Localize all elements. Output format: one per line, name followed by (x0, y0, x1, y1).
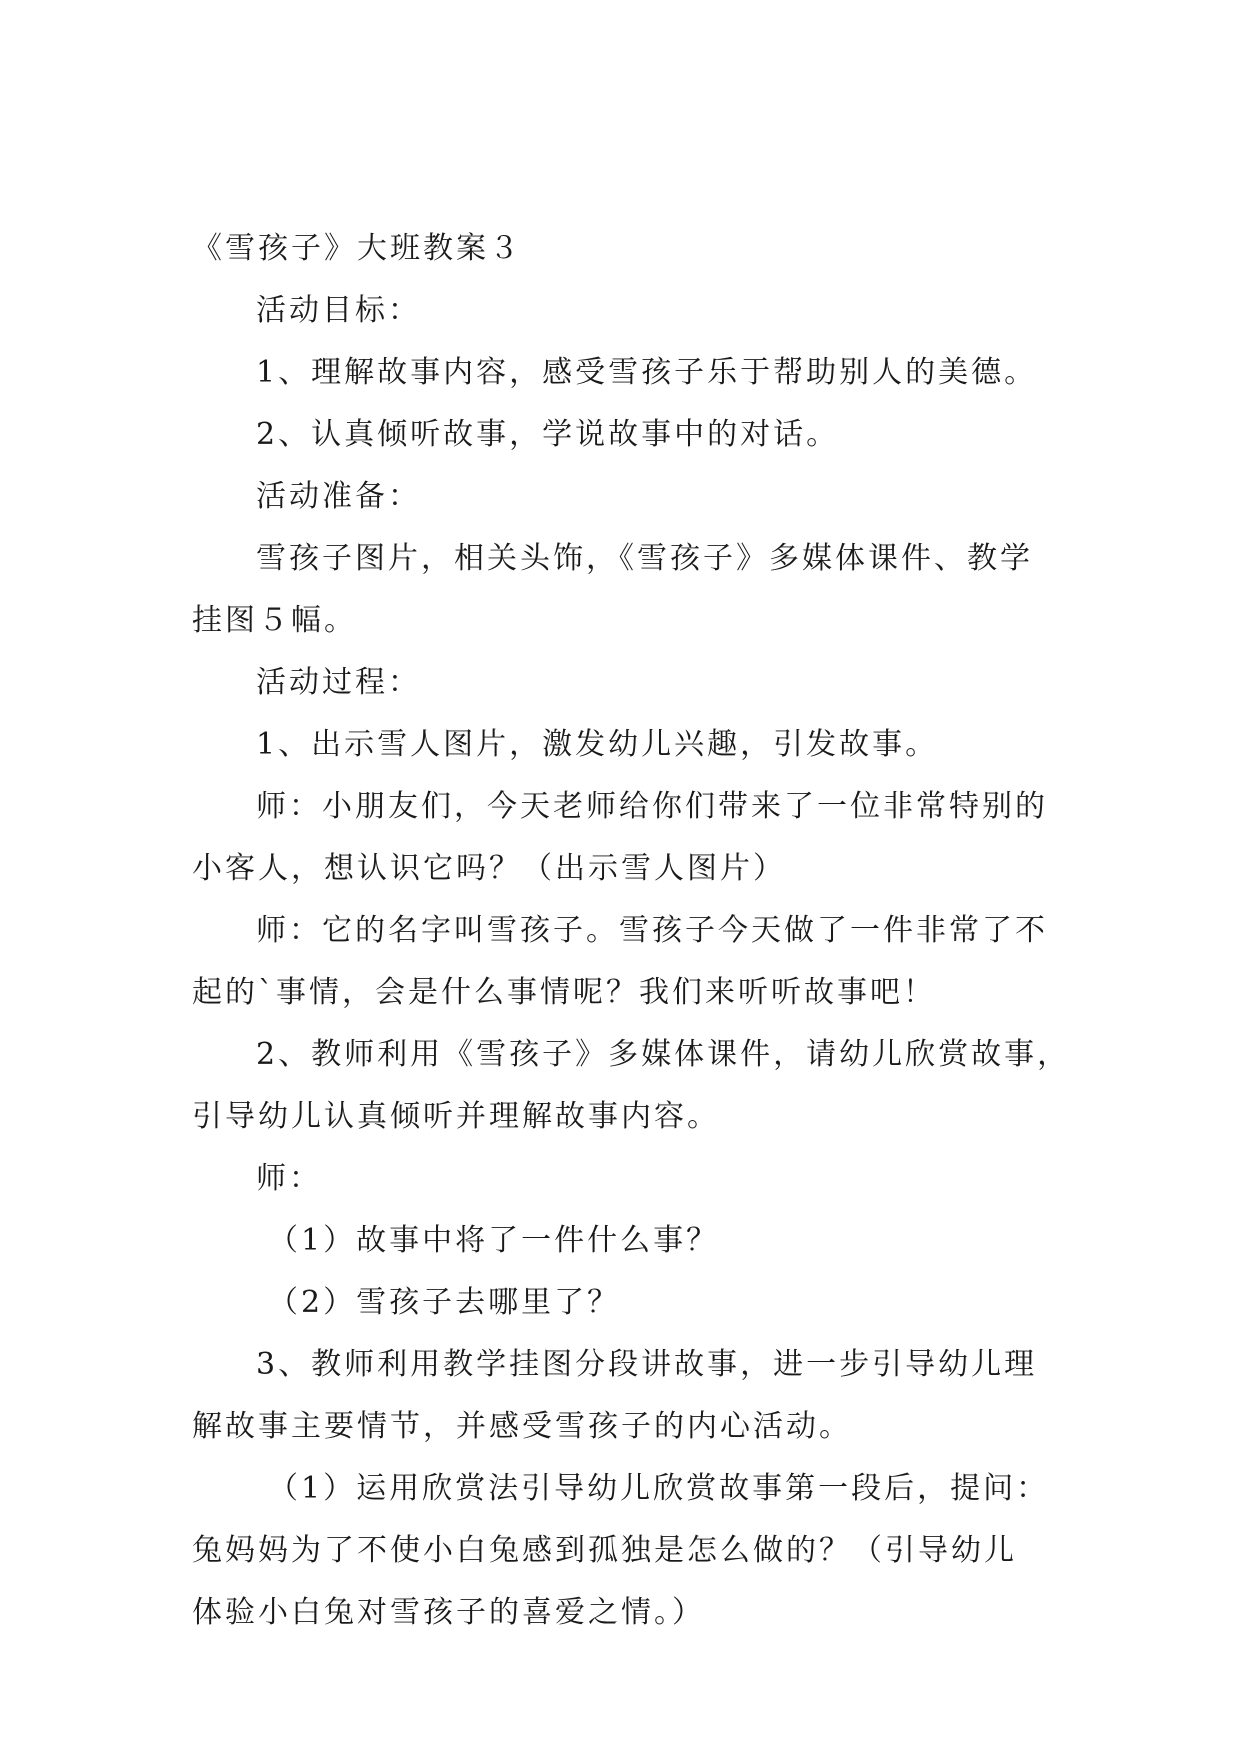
teacher-line-2b: 起的`事情，会是什么事情呢？我们来听听故事吧！ (192, 975, 936, 1010)
teacher-label: 师： (256, 1161, 322, 1196)
process-step-3a: 3、教师利用教学挂图分段讲故事，进一步引导幼儿理 (256, 1347, 1038, 1382)
process-step-2a: 2、教师利用《雪孩子》多媒体课件，请幼儿欣赏故事， (256, 1037, 1071, 1072)
sub-step-1c: 体验小白兔对雪孩子的喜爱之情。） (192, 1595, 705, 1630)
document-body (192, 218, 1071, 1644)
sub-step-1a: （1）运用欣赏法引导幼儿欣赏故事第一段后，提问： (268, 1471, 1050, 1506)
teacher-line-1b: 小客人，想认识它吗？（出示雪人图片） (192, 851, 786, 886)
question-1: （1）故事中将了一件什么事？ (268, 1223, 720, 1258)
goal-1: 1、理解故事内容，感受雪孩子乐于帮助别人的美德。 (256, 355, 1038, 390)
goal-2: 2、认真倾听故事，学说故事中的对话。 (256, 417, 840, 452)
process-step-2b: 引导幼儿认真倾听并理解故事内容。 (192, 1099, 720, 1134)
preparation-line-1: 雪孩子图片，相关头饰，《雪孩子》多媒体课件、教学 (256, 541, 1033, 576)
sub-step-1b: 兔妈妈为了不使小白兔感到孤独是怎么做的？（引导幼儿 (192, 1533, 1017, 1568)
question-2: （2）雪孩子去哪里了？ (268, 1285, 621, 1320)
preparation-line-2: 挂图５幅。 (192, 603, 357, 638)
teacher-line-2a: 师：它的名字叫雪孩子。雪孩子今天做了一件非常了不 (256, 913, 1048, 948)
heading-process: 活动过程： (256, 665, 421, 700)
teacher-line-1a: 师：小朋友们，今天老师给你们带来了一位非常特别的 (256, 789, 1048, 824)
process-step-1: 1、出示雪人图片，激发幼儿兴趣，引发故事。 (256, 727, 939, 762)
document-title: 《雪孩子》大班教案３ (192, 231, 522, 266)
process-step-3b: 解故事主要情节，并感受雪孩子的内心活动。 (192, 1409, 852, 1444)
heading-goals: 活动目标： (256, 293, 421, 328)
heading-preparation: 活动准备： (256, 479, 421, 514)
